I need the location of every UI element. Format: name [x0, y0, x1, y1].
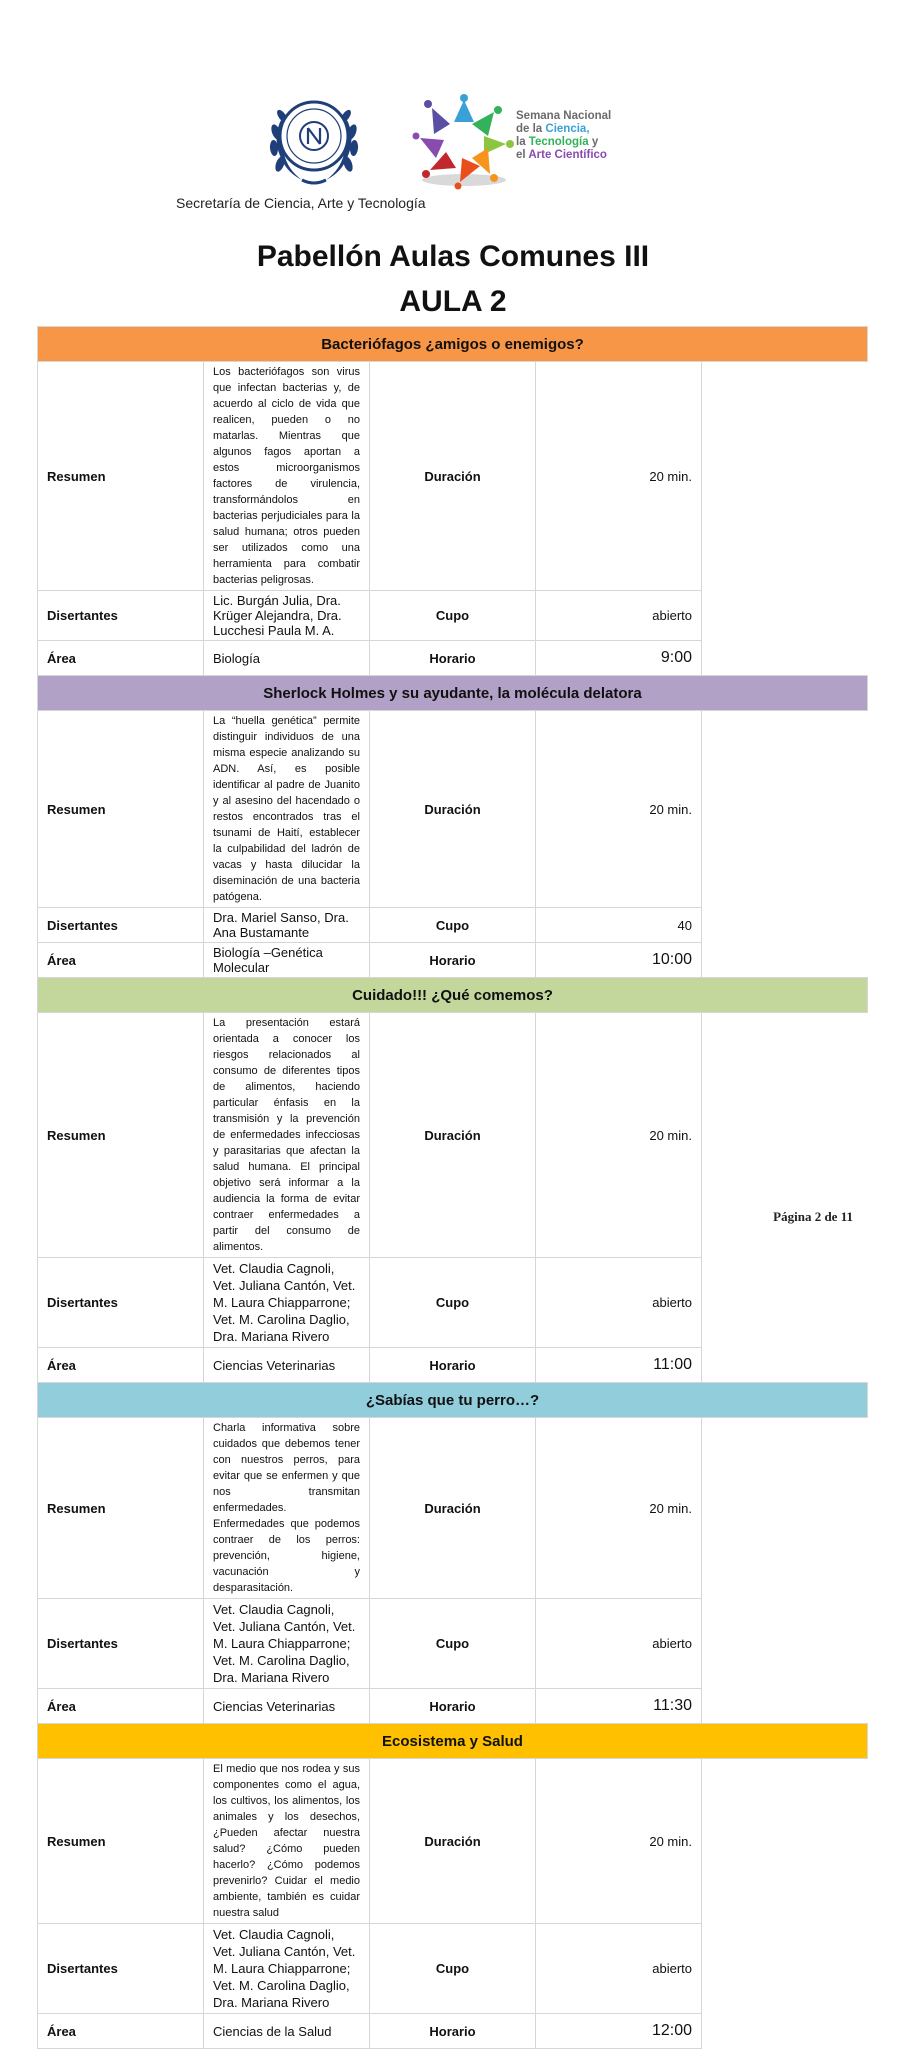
horario-value: 9:00: [536, 641, 702, 676]
resumen-paragraph: Charla informativa sobre cuidados que debemos tener con nuestros perros, para evitar que se enfermen y que nos transmitan enfermedades.: [213, 1422, 360, 1514]
cupo-value: abierto: [536, 591, 702, 641]
horario-label: Horario: [370, 1348, 536, 1383]
session-header-row: [38, 676, 868, 711]
duracion-value: 20 min.: [536, 1418, 702, 1599]
duracion-value: 20 min.: [536, 711, 702, 908]
table-row: [38, 641, 868, 676]
session-header-row: [38, 327, 868, 362]
horario-value: 11:30: [536, 1689, 702, 1724]
duracion-label: Duración: [370, 711, 536, 908]
disertantes-text: Vet. Claudia Cagnoli, Vet. Juliana Cantón, Vet. M. Laura Chiapparrone; Vet. M. Carolina Daglio, Dra. Mariana Rivero: [204, 1924, 370, 2014]
table-row: [38, 1924, 868, 2014]
schedule-table: [37, 326, 868, 2049]
duracion-value: 20 min.: [536, 1759, 702, 1924]
session-header-row: [38, 1724, 868, 1759]
disertantes-label: Disertantes: [38, 1599, 204, 1689]
duracion-label: Duración: [370, 362, 536, 591]
duracion-label: Duración: [370, 1418, 536, 1599]
table-row: [38, 1348, 868, 1383]
area-text: Ciencias de la Salud: [204, 2014, 370, 2049]
table-row: [38, 1258, 868, 1348]
resumen-text: La presentación estará orientada a conocer los riesgos relacionados al consumo de diferentes tipos de alimentos, haciendo particular énfasis en la transmisión y la prevención de enfermedades infecciosas y parasitarias que afectan la salud humana. El principal objetivo será informar a la audiencia la forma de evitar contraer enfermedades a partir del consumo de alimentos.: [204, 1013, 370, 1258]
table-row: [38, 1599, 868, 1689]
semana-nacional-logo-text: Semana Nacional de la Ciencia, la Tecnología y el Arte Científico: [516, 110, 612, 161]
disertantes-label: Disertantes: [38, 1258, 204, 1348]
horario-label: Horario: [370, 943, 536, 978]
page-title: Pabellón Aulas Comunes III: [256, 240, 650, 273]
secretaria-label: Secretaría de Ciencia, Arte y Tecnología: [176, 195, 426, 211]
duracion-label: Duración: [370, 1759, 536, 1924]
table-row: [38, 1418, 868, 1599]
header-logos: [262, 88, 622, 192]
table-row: [38, 2014, 868, 2049]
session-title: Ecosistema y Salud: [38, 1724, 868, 1759]
table-row: [38, 591, 868, 641]
cupo-label: Cupo: [370, 1599, 536, 1689]
table-row: [38, 1759, 868, 1924]
table-row: [38, 908, 868, 943]
area-label: Área: [38, 1348, 204, 1383]
page-subtitle: AULA 2: [399, 285, 507, 318]
horario-value: 10:00: [536, 943, 702, 978]
cupo-value: abierto: [536, 1924, 702, 2014]
resumen-text: La “huella genética” permite distinguir individuos de una misma especie analizando su ADN. Así, es posible identificar al padre de Juanito y al asesino del hacendado o restos encontrados tras el tsunami de Haití, establecer la culpabilidad del ladrón de vacas y hasta dilucidar la diseminación de una bacteria patógena.: [204, 711, 370, 908]
duracion-value: 20 min.: [536, 1013, 702, 1258]
disertantes-text: Vet. Claudia Cagnoli, Vet. Juliana Cantón, Vet. M. Laura Chiapparrone; Vet. M. Carolina Daglio, Dra. Mariana Rivero: [204, 1258, 370, 1348]
cupo-label: Cupo: [370, 1258, 536, 1348]
resumen-text: [204, 1418, 370, 1599]
area-text: Ciencias Veterinarias: [204, 1689, 370, 1724]
table-row: [38, 362, 868, 591]
disertantes-text: Dra. Mariel Sanso, Dra. Ana Bustamante: [204, 908, 370, 943]
resumen-text: Los bacteriófagos son virus que infectan bacterias y, de acuerdo al ciclo de vida que realicen, pueden o no matarlas. Mientras que algunos fagos aportan a estos microorganismos factores de virulencia, transformándolos en bacterias perjudiciales para la salud humana; otros pueden ser utilizados como una herramienta para combatir bacterias peligrosas.: [204, 362, 370, 591]
cupo-value: abierto: [536, 1258, 702, 1348]
resumen-label: Resumen: [38, 1013, 204, 1258]
session-header-row: [38, 1383, 868, 1418]
cupo-value: abierto: [536, 1599, 702, 1689]
horario-value: 11:00: [536, 1348, 702, 1383]
resumen-label: Resumen: [38, 362, 204, 591]
cupo-label: Cupo: [370, 1924, 536, 2014]
horario-label: Horario: [370, 2014, 536, 2049]
area-label: Área: [38, 641, 204, 676]
area-text: Biología: [204, 641, 370, 676]
resumen-label: Resumen: [38, 1418, 204, 1599]
session-title: Cuidado!!! ¿Qué comemos?: [38, 978, 868, 1013]
semana-nacional-star-icon: [414, 92, 514, 188]
horario-label: Horario: [370, 641, 536, 676]
table-row: [38, 1689, 868, 1724]
session-title: Sherlock Holmes y su ayudante, la molécula delatora: [38, 676, 868, 711]
resumen-paragraph: Enfermedades que podemos contraer de los perros: prevención, higiene, vacunación y desparasitación.: [213, 1518, 360, 1594]
disertantes-text: Lic. Burgán Julia, Dra. Krüger Alejandra, Dra. Lucchesi Paula M. A.: [204, 591, 370, 641]
area-text: Ciencias Veterinarias: [204, 1348, 370, 1383]
resumen-label: Resumen: [38, 1759, 204, 1924]
resumen-text: El medio que nos rodea y sus componentes como el agua, los cultivos, los alimentos, los animales y los desechos, ¿Pueden afectar nuestra salud? ¿Cómo pueden hacerlo? ¿Cómo podemos prevenirlo? Cuidar el medio ambiente, también es cuidar nuestra salud: [204, 1759, 370, 1924]
disertantes-text: Vet. Claudia Cagnoli, Vet. Juliana Cantón, Vet. M. Laura Chiapparrone; Vet. M. Carolina Daglio, Dra. Mariana Rivero: [204, 1599, 370, 1689]
disertantes-label: Disertantes: [38, 908, 204, 943]
disertantes-label: Disertantes: [38, 591, 204, 641]
session-title: ¿Sabías que tu perro…?: [38, 1383, 868, 1418]
university-seal-icon: [262, 88, 366, 192]
session-title: Bacteriófagos ¿amigos o enemigos?: [38, 327, 868, 362]
cupo-value: 40: [536, 908, 702, 943]
horario-label: Horario: [370, 1689, 536, 1724]
session-header-row: [38, 978, 868, 1013]
cupo-label: Cupo: [370, 908, 536, 943]
table-row: [38, 1013, 868, 1258]
area-label: Área: [38, 1689, 204, 1724]
table-row: [38, 943, 868, 978]
cupo-label: Cupo: [370, 591, 536, 641]
horario-value: 12:00: [536, 2014, 702, 2049]
duracion-value: 20 min.: [536, 362, 702, 591]
area-label: Área: [38, 943, 204, 978]
logo-line-1: Semana Nacional: [516, 110, 612, 122]
table-row: [38, 711, 868, 908]
resumen-label: Resumen: [38, 711, 204, 908]
area-label: Área: [38, 2014, 204, 2049]
page-number: Página 2 de 11: [773, 1209, 853, 1224]
duracion-label: Duración: [370, 1013, 536, 1258]
disertantes-label: Disertantes: [38, 1924, 204, 2014]
area-text: Biología –Genética Molecular: [204, 943, 370, 978]
